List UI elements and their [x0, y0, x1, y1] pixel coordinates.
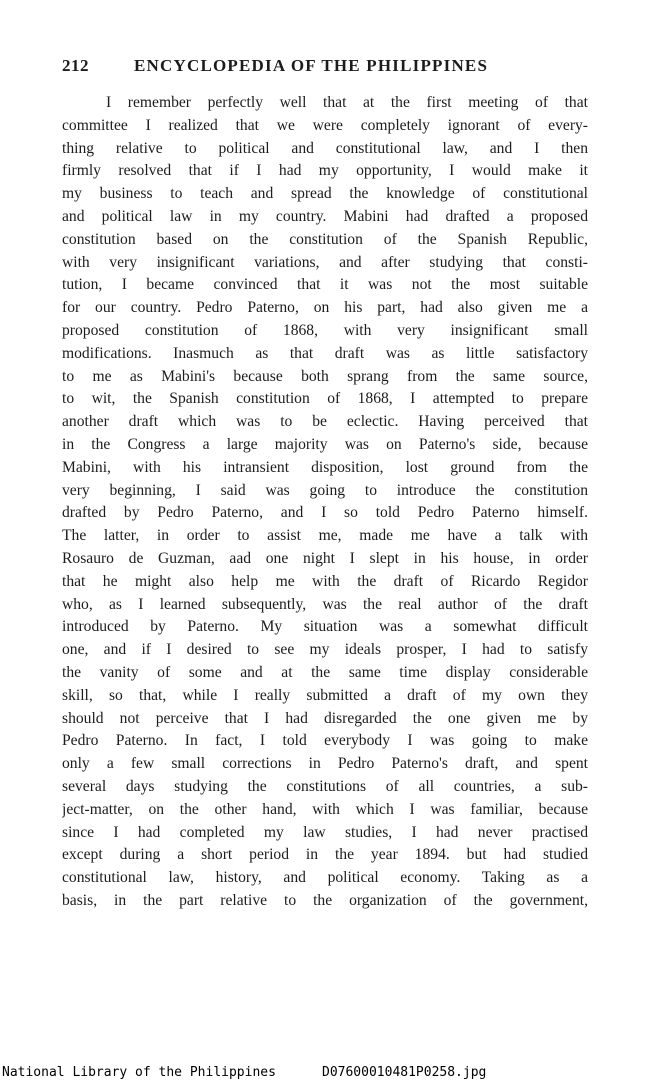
text-line: only a few small corrections in Pedro Paterno's draft, and spent	[62, 755, 588, 773]
text-line: ject-matter, on the other hand, with which I was familiar, because	[62, 800, 588, 818]
text-line: thing relative to political and constitutional law, and I then	[62, 139, 588, 157]
text-line: several days studying the constitutions of all countries, a sub-	[62, 777, 588, 795]
text-line: very beginning, I said was going to introduce the constitution	[62, 481, 588, 499]
text-line: the vanity of some and at the same time display considerable	[62, 663, 588, 681]
text-line: another draft which was to be eclectic. Having perceived that	[62, 413, 588, 431]
text-line: my business to teach and spread the knowledge of constitutional	[62, 185, 588, 203]
footer-library-name: National Library of the Philippines	[2, 1065, 276, 1080]
text-line: Rosauro de Guzman, aad one night I slept in his house, in order	[62, 549, 588, 567]
body-text	[62, 92, 588, 913]
scan-footer	[2, 1065, 652, 1081]
text-line: tution, I became convinced that it was not the most suitable	[62, 276, 588, 294]
text-line: that he might also help me with the draft of Ricardo Regidor	[62, 572, 588, 590]
text-line: skill, so that, while I really submitted a draft of my own they	[62, 686, 588, 704]
text-line: one, and if I desired to see my ideals prosper, I had to satisfy	[62, 641, 588, 659]
page-number: 212	[62, 56, 89, 75]
running-title: ENCYCLOPEDIA OF THE PHILIPPINES	[134, 56, 489, 75]
text-line: who, as I learned subsequently, was the real author of the draft	[62, 595, 588, 613]
text-line: committee I realized that we were completely ignorant of every-	[62, 116, 588, 134]
text-line: The latter, in order to assist me, made me have a talk with	[62, 527, 588, 545]
text-line: since I had completed my law studies, I had never practised	[62, 823, 588, 841]
text-line: Mabini, with his intransient disposition, lost ground from the	[62, 458, 588, 476]
text-line: for our country. Pedro Paterno, on his part, had also given me a	[62, 299, 588, 317]
footer-filename: D07600010481P0258.jpg	[322, 1065, 487, 1080]
text-line: to wit, the Spanish constitution of 1868, I attempted to prepare	[62, 390, 588, 408]
text-line: drafted by Pedro Paterno, and I so told Pedro Paterno himself.	[62, 504, 588, 522]
text-line: proposed constitution of 1868, with very insignificant small	[62, 321, 588, 339]
text-line: modifications. Inasmuch as that draft was as little satisfactory	[62, 344, 588, 362]
text-line: constitution based on the constitution of the Spanish Republic,	[62, 230, 588, 248]
text-line: to me as Mabini's because both sprang from the same source,	[62, 367, 588, 385]
text-line: I remember perfectly well that at the first meeting of that	[106, 94, 588, 111]
page-header	[62, 56, 532, 80]
text-line: and political law in my country. Mabini had drafted a proposed	[62, 207, 588, 225]
text-line: basis, in the part relative to the organization of the government,	[62, 891, 588, 909]
text-line: Pedro Paterno. In fact, I told everybody I was going to make	[62, 732, 588, 750]
text-line: firmly resolved that if I had my opportunity, I would make it	[62, 162, 588, 180]
text-line: constitutional law, history, and political economy. Taking as a	[62, 869, 588, 887]
text-line: introduced by Paterno. My situation was a somewhat difficult	[62, 618, 588, 636]
text-line: except during a short period in the year 1894. but had studied	[62, 846, 588, 864]
text-line: with very insignificant variations, and after studying that consti-	[62, 253, 588, 271]
text-line: should not perceive that I had disregarded the one given me by	[62, 709, 588, 727]
text-line: in the Congress a large majority was on Paterno's side, because	[62, 435, 588, 453]
